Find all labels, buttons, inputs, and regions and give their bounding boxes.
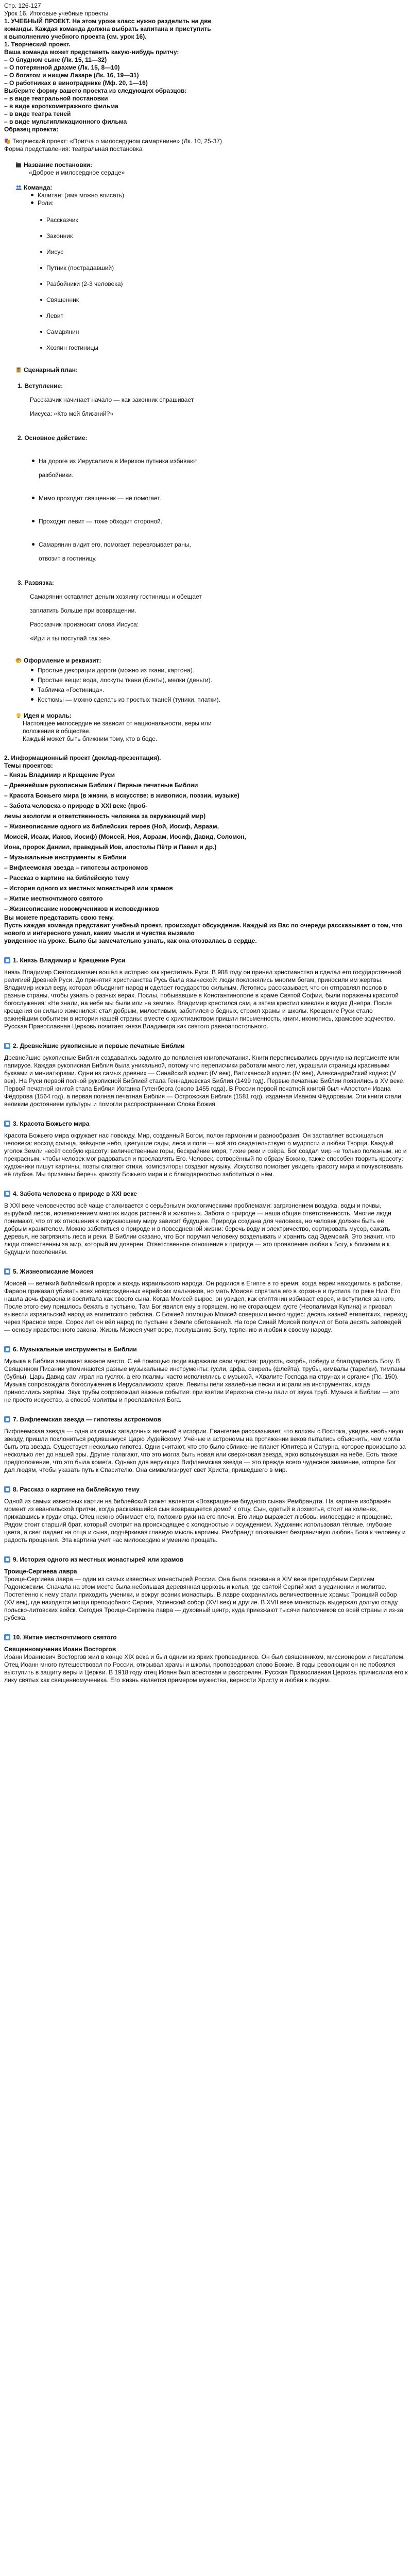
theme-item-cont: Иона, пророк Даниил, праведный Иов, апостолы Пётр и Павел и др.) <box>4 843 217 851</box>
can-present-line: нового и интересного узнал, каким мысли и чувства вызвало <box>4 929 195 937</box>
staging-team-heading: Команда: <box>4 184 408 192</box>
choose-form-line: Выберите форму вашего проекта из следующих образцов: <box>4 87 187 94</box>
idea-line: Каждый может быть ближним тому, кто в беде. <box>23 735 158 742</box>
plot-heading: Сценарный план: <box>4 366 408 374</box>
section-heading: 6. Музыкальные инструменты в Библии <box>4 1345 408 1353</box>
plot-step-line: заплатить больше при возвращении. <box>30 607 136 614</box>
idea-line: Настоящее милосердие не зависит от национальности, веры или <box>23 720 212 727</box>
plot-step-line: Рассказчик произносит слова Иисуса: <box>30 621 139 628</box>
role-item: Иисус <box>4 247 408 257</box>
form-2: – в виде короткометражного фильма <box>4 103 118 110</box>
keycap-icon <box>4 1121 10 1127</box>
plot-step-line: Самарянин видит его, помогает, перевязывает раны, <box>4 541 408 549</box>
keycap-icon <box>4 1191 10 1197</box>
plot-step-line: Проходит левит — тоже обходит стороной. <box>4 518 408 526</box>
keycap-icon <box>4 1486 10 1493</box>
plot-step-label: 3. Развязка: <box>18 579 54 586</box>
info-project-heading: 2. Информационный проект (доклад-презентация). <box>4 754 161 761</box>
design-item: Простые вещи: вода, лоскуты ткани (бинты), мелки (деньги). <box>4 676 408 684</box>
role-item: Хозяин гостиницы <box>4 343 408 353</box>
section-paragraph: Иоанн Иоаннович Восторгов жил в конце XIX века и был одним из ярких проповедников. Он был священником, миссионером и писателем. Отец Иоанн много путешествовал по России, открывал храмы и школы, проповедовал слово Божие. В годы революции он не побоялся выступить в защиту веры и Церкви. В 1918 году отец Иоанн был арестован и расстрелян. Русская Православная Церковь причислила его к лику святых как священномученика. Его жизнь является примером мужества, верности Христу и любви к людям. <box>4 1653 408 1684</box>
section-paragraph: Древнейшие рукописные Библии создавались задолго до появления книгопечатания. Книги переписывались вручную на пергаменте или папирусе. Каждая рукописная Библия была уникальной, потому что переписчики работали много лет, украшали страницы красивыми буквами и миниатюрами. Одни из самых древних — Синайский кодекс (IV век), Ватиканский кодекс (IV век), Александрийский кодекс (V век). На Руси первой полной рукописной Библией стала Геннадиевская Библия (1499 год). Первые печатные Библии появились в XV веке. Первой печатной книгой стала Библия Иоганна Гутенберга (около 1455 года). В России первой печатной книгой был «Апостол» Ивана Фёдорова (1564 год), а первая полная печатная Библия — Острожская Библия (1581 год), изданная Иваном Фёдоровым. Эти книги стали великим достоянием культуры и помогли распространению Слова Божия. <box>4 1054 405 1108</box>
can-present-line: Вы можете представить свою тему. <box>4 914 114 921</box>
role-item: Священник <box>4 295 408 305</box>
parable-4: – О работниках в винограднике (Мф. 20, 1—16) <box>4 79 148 87</box>
can-present-line: увиденное на уроке. Было бы замечательно узнать, как она отозвалась в сердце. <box>4 937 257 944</box>
form-line: Форма представления: театральная постановка <box>4 145 143 152</box>
section-paragraph: Троице-Сергиева лавра — один из самых известных монастырей России. Она была основана в XIV веке преподобным Сергием Радонежским. Сначала на этом месте была небольшая деревянная церковь и келья, где святой Сергий жил в уединении и молитве. Постепенно к нему стали приходить ученики, и вокруг возник монастырь. В лавре сохранились величественные храмы: Троицкий собор (XV век), где находятся мощи преподобного Сергия, Успенский собор (XVI век) и другие. В XVII веке монастырь выдержал долгую осаду польско-литовских войск. Сегодня Троице-Сергиева лавра — духовный центр, куда приезжают тысячи паломников со всей страны и из-за рубежа. <box>4 1575 403 1621</box>
task-line-3: к выполнению учебного проекта (см. урок 16). <box>4 33 147 40</box>
role-item: Рассказчик <box>4 215 408 225</box>
keycap-icon <box>4 1346 10 1352</box>
section-heading: 9. История одного из местных монастырей или храмов <box>4 1555 408 1564</box>
theme-item: – Жизнеописание одного из библейских героев (Ной, Иосиф, Авраам, <box>4 823 219 830</box>
theme-item: – Забота человека о природе в XXI веке (проб- <box>4 802 148 809</box>
parable-2: – О потерянной драхме (Лк. 15, 8—10) <box>4 64 120 71</box>
keycap-icon <box>4 1634 10 1640</box>
scroll-icon <box>15 367 22 373</box>
theater-masks-icon <box>4 138 10 144</box>
idea-heading: Идея и мораль: <box>4 712 408 720</box>
theme-item: – Древнейшие рукописные Библии / Первые печатные Библии <box>4 782 198 789</box>
creative-project-title: 1. Творческий проект. <box>4 41 71 48</box>
section-paragraph: В XXI веке человечество всё чаще сталкивается с серьёзными экологическими проблемами: загрязнением воздуха, воды и почвы, вырубкой лесов, исчезновением многих видов растений и животных. Забота о природе — наша общая ответственность. Многие люди понимают, что от их отношения к окружающему миру зависит будущее. Природа создана для человека, но человек должен быть её добрым хранителем. Можно заботиться о природе и в повседневной жизни: беречь воду и электричество, сортировать мусор, сажать деревья, не загрязнять леса и реки. В Библии сказано, что Бог поручил человеку возделывать и хранить сад Эдемский. Это значит, что люди ответственны за мир, который им доверен. Ответственное отношение к природе — это проявление любви к Богу, к ближним и к будущим поколениям. <box>4 1202 396 1256</box>
staging-name-heading: Название постановки: <box>4 161 408 169</box>
design-item: Простые декорации дороги (можно из ткани, картона). <box>4 667 408 674</box>
parable-1: – О блудном сыне (Лк. 15, 11—32) <box>4 56 107 63</box>
role-item: Путник (пострадавший) <box>4 263 408 273</box>
role-item: Самарянин <box>4 327 408 337</box>
keycap-icon <box>4 1268 10 1275</box>
design-heading: Оформление и реквизит: <box>4 657 408 665</box>
plot-step-label: 1. Вступление: <box>18 382 63 389</box>
staging-block <box>4 161 408 743</box>
section-heading: 1. Князь Владимир и Крещение Руси <box>4 956 408 964</box>
staging-name-value: «Доброе и милосердное сердце» <box>29 169 125 176</box>
theme-item: – Житие местночтимого святого <box>4 895 103 902</box>
keycap-icon <box>4 1416 10 1422</box>
role-item: Разбойники (2-3 человека) <box>4 279 408 289</box>
parable-3: – О богатом и нищем Лазаре (Лк. 16, 19—31) <box>4 72 139 79</box>
section-heading: 4. Забота человека о природе в XXI веке <box>4 1190 408 1198</box>
plot-step-line: отвозит в гостиницу. <box>39 555 97 562</box>
captain-line: Капитан: (имя можно вписать) <box>4 192 408 199</box>
plot-step-line: Мимо проходит священник — не помогает. <box>4 495 408 502</box>
design-item: Табличка «Гостиница». <box>4 686 408 694</box>
form-1: – в виде театральной постановки <box>4 95 108 102</box>
theme-item: – История одного из местных монастырей или храмов <box>4 885 173 892</box>
theme-item: – Князь Владимир и Крещение Руси <box>4 771 115 778</box>
team-can-line: Ваша команда может представить какую-нибудь притчу: <box>4 48 179 56</box>
section-heading: 7. Вифлеемская звезда — гипотезы астрономов <box>4 1415 408 1423</box>
task-line-2: команды. Каждая команда должна выбрать капитана и приступить <box>4 25 211 32</box>
theme-item-cont: лемы экологии и ответственность человека за окружающий мир) <box>4 812 206 820</box>
section-paragraph: Моисей — великий библейский пророк и вождь израильского народа. Он родился в Египте в то время, когда евреи находились в рабстве. Фараон приказал убивать всех новорождённых еврейских мальчиков, но мать Моисея спрятала его в корзине и пустила по реке Нил. Его нашла дочь фараона и воспитала как своего сына. Когда Моисей вырос, он увидел, как египтянин избивает еврея, и вступился за него. После этого ему пришлось бежать в пустыню. Там Бог явился ему в горящем, но не сгорающем кусте (Неопалимая Купина) и призвал вывести израильский народ из египетского рабства. С Божией помощью Моисей совершил много чудес: десять казней египетских, переход через Красное море. Сорок лет он вёл народ по пустыне к Земле обетованной. На горе Синай Моисей получил от Бога десять заповедей — основу нравственного закона. Жизнь Моисея учит вере, послушанию Богу, терпению и любви к своему народу. <box>4 1280 407 1333</box>
section-paragraph: Вифлеемская звезда — одна из самых загадочных явлений в истории. Евангелие рассказывает, что волхвы с Востока, увидев необычную звезду, пришли поклониться родившемуся Царю Иудейскому. Учёные и астрономы на протяжении веков пытались объяснить, чем могла быть эта звезда. Существует несколько гипотез. Одни считают, что это было сближение планет Юпитера и Сатурна, которое произошло за несколько лет до нашей эры. Другие полагают, что это могла быть новая или сверхновая звезда, ярко вспыхнувшая на небе. Есть также предположение, что это была комета. Однако для верующих Вифлеемская звезда — это прежде всего чудесное знамение, которое Бог дал людям, чтобы указать путь к Спасителю. Она символизирует свет Христа, пришедшего в мир. <box>4 1428 406 1473</box>
section-subtitle: Священномученик Иоанн Восторгов <box>4 1646 116 1653</box>
people-icon <box>15 184 22 191</box>
themes-list <box>4 770 408 914</box>
theme-item: – Красота Божьего мира (в жизни, в искусстве: в живописи, поэзии, музыке) <box>4 792 239 799</box>
info-project-block <box>4 754 408 945</box>
can-present-line: Пусть каждая команда представит учебный проект, происходит обсуждение. Каждый из Вас по очереди рассказывает о том, что <box>4 922 402 929</box>
section-subtitle: Троице-Сергиева лавра <box>4 1568 77 1575</box>
form-3: – в виде театра теней <box>4 110 71 117</box>
plot-step-line: На дороге из Иерусалима в Иерихон путника избивают <box>4 457 408 465</box>
theme-item: – Вифлеемская звезда – гипотезы астрономов <box>4 864 148 871</box>
task-line-1: 1. УЧЕБНЫЙ ПРОЕКТ. На этом уроке класс нужно разделить на две <box>4 18 212 25</box>
themes-heading: Темы проектов: <box>4 762 53 769</box>
roles-label: Роли: <box>4 199 408 207</box>
section-heading: 5. Жизнеописание Моисея <box>4 1267 408 1276</box>
page-range: Стр. 126-127 <box>4 2 41 9</box>
idea-line: положения в обществе. <box>23 727 91 735</box>
keycap-icon <box>4 957 10 963</box>
lightbulb-icon <box>15 713 22 719</box>
sample-project-label: Образец проекта: <box>4 126 59 133</box>
theme-sections <box>4 956 408 1684</box>
section-heading: 10. Житие местночтимого святого <box>4 1633 408 1641</box>
plot-step-line: Рассказчик начинает начало — как законник спрашивает <box>30 396 194 403</box>
plot-step-line: Самарянин оставляет деньги хозяину гостиницы и обещает <box>30 593 202 600</box>
section-paragraph: Князь Владимир Святославович вошёл в историю как креститель Руси. В 988 году он принял христианство и сделал его государственной религией Древней Руси. До принятия христианства Русь была языческой: люди поклонялись многим богам, приносили им жертвы. Владимир искал веру, которая объединит народ и сделает государство сильным. Летопись рассказывает, что он отправлял послов в разные страны, чтобы узнать о разных верах. Послы, побывавшие в Константинополе в храме Святой Софии, были поражены красотой богослужения: «Не знали, на небе мы были или на земле». Владимир крестился сам, а затем крестил киевлян в водах Днепра. После крещения он сильно изменился: стал добрым, милостивым, заботился о бедных, строил храмы и школы. Крещение Руси стало важнейшим событием в истории нашей страны: вместе с христианством пришли письменность, книги, иконопись, храмовое зодчество. Русская Православная Церковь почитает князя Владимира как святого равноапостольного. <box>4 969 402 1030</box>
role-item: Законник <box>4 231 408 241</box>
section-heading: 3. Красота Божьего мира <box>4 1120 408 1128</box>
plot-step-line: Иисуса: «Кто мой ближний?» <box>30 410 113 417</box>
keycap-icon <box>4 1043 10 1049</box>
section-heading: 2. Древнейшие рукописные и первые печатные Библии <box>4 1042 408 1050</box>
plot-step-label: 2. Основное действие: <box>18 434 88 442</box>
clapper-icon <box>15 162 22 168</box>
design-item: Костюмы — можно сделать из простых тканей (туники, платки). <box>4 696 408 704</box>
theme-item: – Музыкальные инструменты в Библии <box>4 854 127 861</box>
section-paragraph: Одной из самых известных картин на библейский сюжет является «Возвращение блудного сына» Рембрандта. На картине изображён момент из евангельской притчи, когда раскаявшийся сын возвращается домой к отцу. Сын, одетый в лохмотья, стоит на коленях, прижавшись к груди отца. Отец нежно обнимает его, положив руки на его плечи. Его лицо выражает любовь, милосердие и прощение. Рядом стоит старший брат, который смотрит на происходящее с холодностью и осуждением. Художник использовал тёплые, глубокие цвета, а свет падает на отца и сына, подчёркивая главную мысль картины. Рембрандт показывает безграничную любовь Бога к человеку и радость прощения. Эта картина учит нас милосердию и умению прощать. <box>4 1498 406 1544</box>
section-heading: 8. Рассказ о картине на библейскую тему <box>4 1485 408 1494</box>
plot-step-line: разбойники. <box>39 471 74 479</box>
theme-item: – Жизнеописание новомучеников и исповедников <box>4 905 159 912</box>
palette-icon <box>15 657 22 664</box>
keycap-icon <box>4 1556 10 1563</box>
form-4: – в виде мультипликационного фильма <box>4 118 127 125</box>
section-paragraph: Красота Божьего мира окружает нас повсюду. Мир, созданный Богом, полон гармонии и разнообразия. Он заставляет восхищаться человека: восход солнца, звёздное небо, цветущие сады, леса и поля — всё это свидетельствует о мудрости и любви Творца. Каждый уголок Земли несёт особую красоту: величественные горы, бескрайние моря, тихие реки и озёра. Бог создал мир не только полезным, но и прекрасным, чтобы человек мог радоваться и прославлять Его. Человек, сотворённый по образу Божию, также способен творить красоту: художники пишут картины, поэты слагают стихи, композиторы создают музыку. Искусство помогает увидеть красоту мира и почувствовать её глубже. Мы призваны беречь красоту Божьего мира и с благодарностью заботиться о нём. <box>4 1132 407 1178</box>
plot-step-line: «Иди и ты поступай так же». <box>30 635 112 642</box>
section-paragraph: Музыка в Библии занимает важное место. С её помощью люди выражали свои чувства: радость, скорбь, победу и благодарность Богу. В Священном Писании упоминаются разные музыкальные инструменты: гусли, арфа, свирель (флейта), трубы, кимвалы (тарелки), тимпаны (бубны). Царь Давид сам играл на гуслях, а его псалмы часто исполнялись с музыкой. «Хвалите Господа на струнах и органе» (Пс. 150). Музыка сопровождала богослужения в Иерусалимском храме. Левиты пели хвалебные песни и играли на инструментах, когда приносились жертвы. Звук трубы сопровождал важные события: при взятии Иерихона стены пали от звука труб. Музыка в Библии — это не просто искусство, а способ молитвы и прославления Бога. <box>4 1358 406 1403</box>
theme-item-cont: Моисей, Исаак, Иаков, Иосиф) (Моисей, Ноя, Авраам, Иосиф, Давид, Соломон, <box>4 833 246 840</box>
creative-sample-line: Творческий проект: «Притча о милосердном самарянине» (Лк. 10, 25-37) <box>4 138 408 145</box>
lesson-title: Урок 16. Итоговые учебные проекты <box>4 10 109 17</box>
role-item: Левит <box>4 311 408 321</box>
theme-item: – Рассказ о картине на библейскую тему <box>4 874 129 882</box>
lesson-header <box>4 2 408 153</box>
